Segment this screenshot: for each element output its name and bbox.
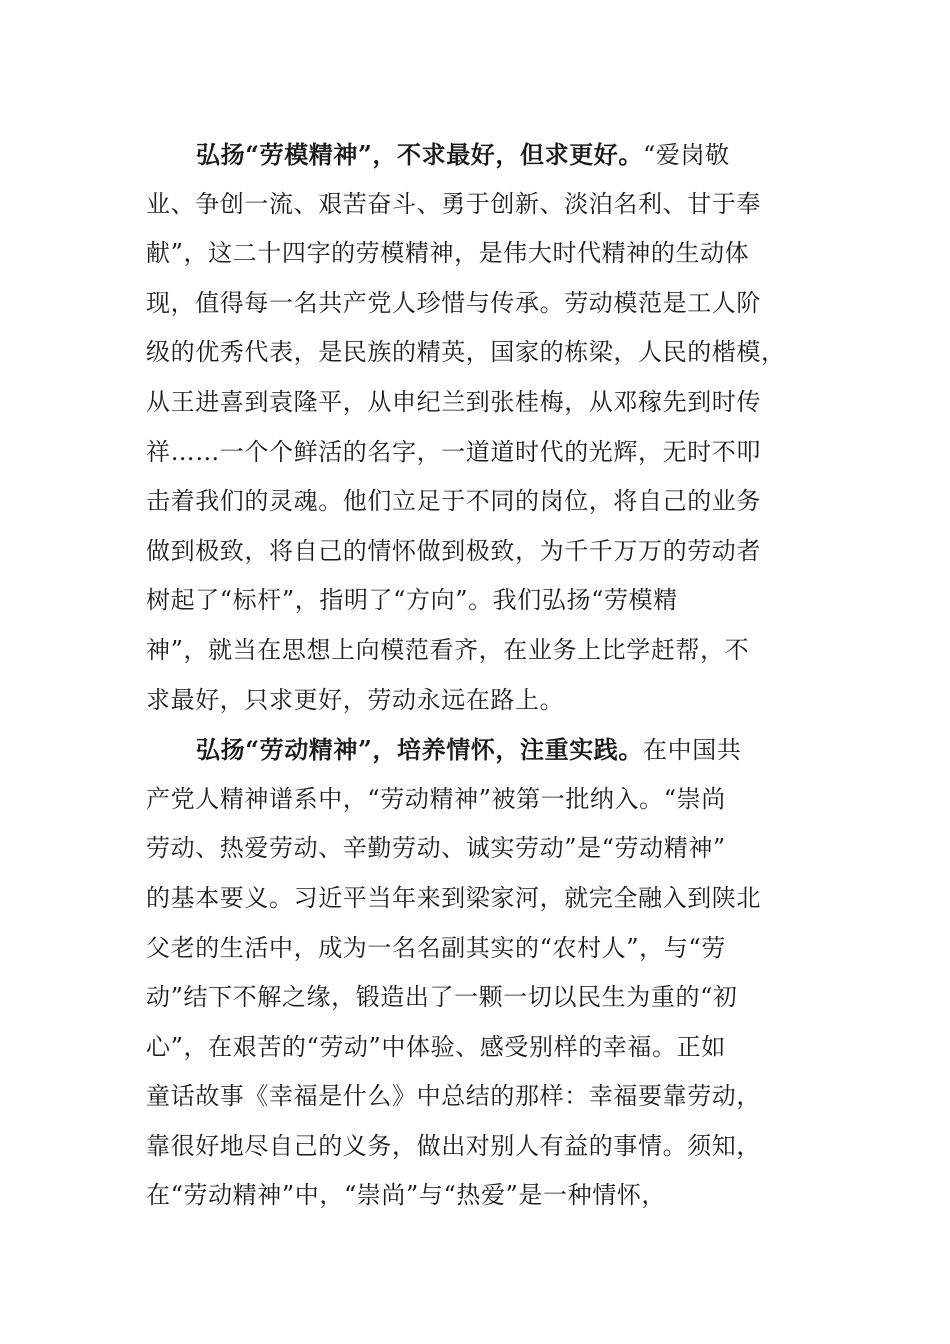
- paragraph-2-line: 产党人精神谱系中，“劳动精神”被第一批纳入。“崇尚: [146, 784, 726, 813]
- paragraph-2-line: 父老的生活中，成为一名名副其实的“农村人”，与“劳: [146, 933, 726, 962]
- paragraph-2-line: 的基本要义。习近平当年来到梁家河，就完全融入到陕北: [146, 883, 761, 912]
- paragraph-1-line: 神”，就当在思想上向模范看齐，在业务上比学赶帮，不: [146, 635, 750, 664]
- paragraph-2-line: 劳动、热爱劳动、辛勤劳动、诚实劳动”是“劳动精神”: [146, 834, 726, 863]
- paragraph-1-line: 从王进喜到袁隆平，从申纪兰到张桂梅，从邓稼先到时传: [146, 387, 761, 416]
- paragraph-2-line: 童话故事《幸福是什么》中总结的那样：幸福要靠劳动，: [146, 1082, 761, 1111]
- paragraph-1-line: 做到极致，将自己的情怀做到极致，为千千万万的劳动者: [146, 536, 761, 565]
- paragraph-2-line: 在“劳动精神”中，“崇尚”与“热爱”是一种情怀，: [146, 1181, 667, 1210]
- paragraph-1-line: 献”，这二十四字的劳模精神，是伟大时代精神的生动体: [146, 239, 750, 268]
- paragraph-1-line: 级的优秀代表，是民族的精英，国家的栋梁，人民的楷模，: [146, 338, 786, 367]
- paragraph-1-line: 业、争创一流、艰苦奋斗、勇于创新、淡泊名利、甘于奉: [146, 189, 761, 218]
- paragraph-2-line: 动”结下不解之缘，锻造出了一颗一切以民生为重的“初: [146, 983, 738, 1012]
- paragraph-2-first-line: [146, 725, 796, 775]
- paragraph-1-line: 求最好，只求更好，劳动永远在路上。: [146, 685, 565, 714]
- paragraph-2-heading: 弘扬“劳动精神”，培养情怀，注重实践。: [196, 735, 644, 765]
- paragraph-1-line: 击着我们的灵魂。他们立足于不同的岗位，将自己的业务: [146, 487, 761, 516]
- paragraph-1-heading: 弘扬“劳模精神”，不求最好，但求更好。: [196, 140, 644, 169]
- paragraph-1-line: 现，值得每一名共产党人珍惜与传承。劳动模范是工人阶: [146, 288, 761, 317]
- document-body: [146, 130, 796, 1221]
- paragraph-2-text: 在中国共: [643, 736, 742, 765]
- paragraph-2-line: 心”，在艰苦的“劳动”中体验、感受别样的幸福。正如: [146, 1032, 726, 1061]
- paragraph-1-line: 树起了“标杆”，指明了“方向”。我们弘扬“劳模精: [146, 586, 678, 615]
- paragraph-1-text: “爱岗敬: [643, 141, 730, 169]
- paragraph-1-line: 祥……一个个鲜活的名字，一道道时代的光辉，无时不叩: [146, 437, 761, 466]
- paragraph-1-first-line: [146, 130, 796, 180]
- paragraph-2-line: 靠很好地尽自己的义务，做出对别人有益的事情。须知，: [146, 1131, 761, 1160]
